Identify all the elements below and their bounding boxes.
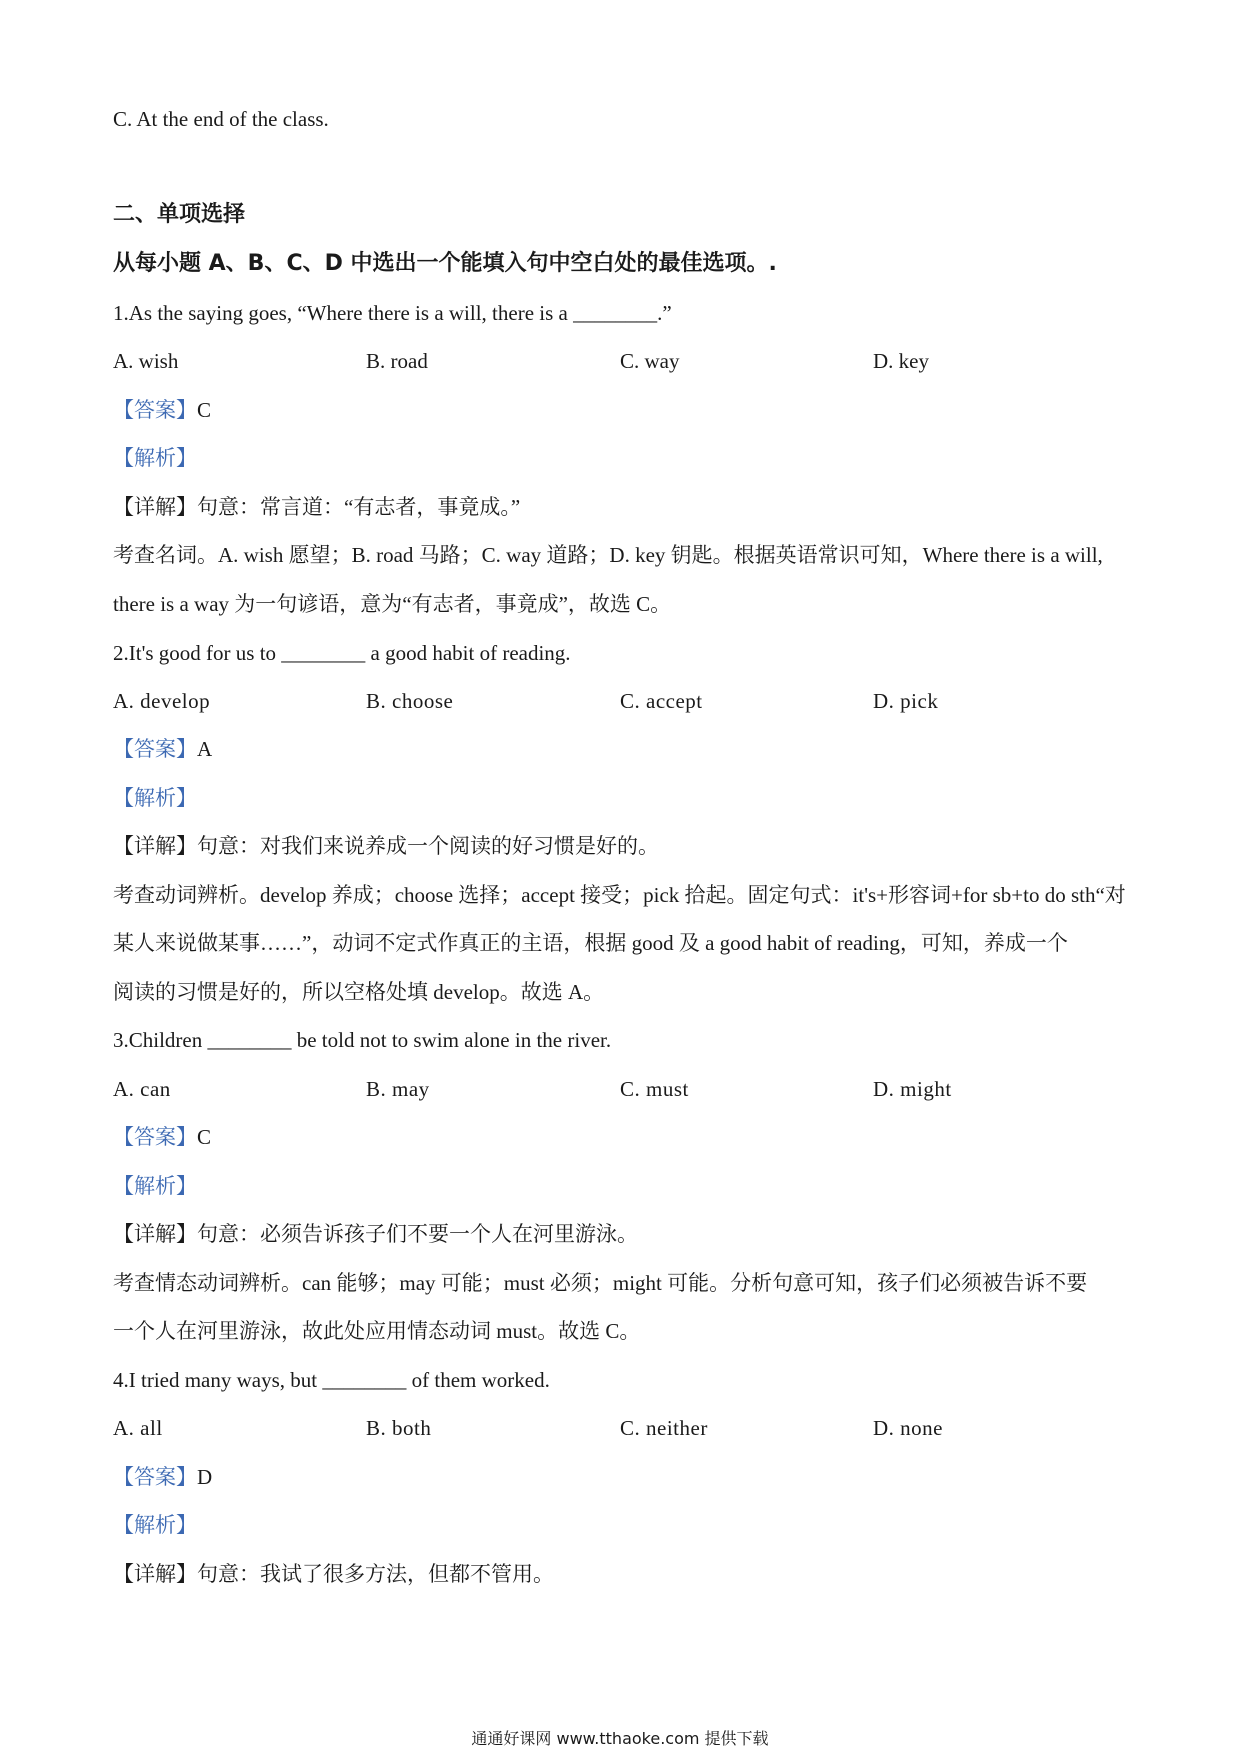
option-c: C. neither xyxy=(620,1416,708,1440)
answer-label: 【答案】 xyxy=(113,737,197,761)
explanation-line: 考查动词辨析。develop 养成；choose 选择；accept 接受；pick 拾起。固定句式：it's+形容词+for sb+to do sth“对 xyxy=(113,883,1126,907)
detail-line xyxy=(113,492,520,522)
answer-value: C xyxy=(197,398,212,422)
analysis-label: 【解析】 xyxy=(113,1513,197,1537)
explanation-line: 考查名词。A. wish 愿望；B. road 马路；C. way 道路；D. key 钥匙。根据英语常识可知，Where there is a will, xyxy=(113,543,1103,567)
analysis-line xyxy=(113,1510,197,1540)
detail-label: 【详解】 xyxy=(113,834,197,858)
question-4-options xyxy=(113,1413,1133,1443)
detail-label: 【详解】 xyxy=(113,1562,197,1586)
detail-line xyxy=(113,1559,554,1589)
answer-line xyxy=(113,395,211,425)
detail-text: 句意：必须告诉孩子们不要一个人在河里游泳。 xyxy=(197,1222,638,1246)
detail-text: 句意：对我们来说养成一个阅读的好习惯是好的。 xyxy=(197,834,659,858)
answer-label: 【答案】 xyxy=(113,1125,197,1149)
option-a: A. all xyxy=(113,1416,163,1440)
detail-label: 【详解】 xyxy=(113,1222,197,1246)
section-instruction: 从每小题 A、B、C、D 中选出一个能填入句中空白处的最佳选项。. xyxy=(113,251,777,276)
option-b: B. road xyxy=(366,349,428,373)
question-3-stem: 3.Children ________ be told not to swim alone in the river. xyxy=(113,1028,612,1052)
option-b: B. may xyxy=(366,1077,430,1101)
question-4-stem: 4.I tried many ways, but ________ of them worked. xyxy=(113,1368,550,1392)
detail-line xyxy=(113,1219,638,1249)
answer-line xyxy=(113,1122,211,1152)
option-d: D. none xyxy=(873,1416,943,1440)
answer-label: 【答案】 xyxy=(113,1465,197,1489)
explanation-line: 某人来说做某事……”，动词不定式作真正的主语，根据 good 及 a good habit of reading，可知，养成一个 xyxy=(113,931,1068,955)
option-a: A. can xyxy=(113,1077,171,1101)
detail-line xyxy=(113,831,659,861)
detail-text: 句意：常言道：“有志者，事竟成。” xyxy=(197,495,521,519)
analysis-line xyxy=(113,443,197,473)
analysis-line xyxy=(113,1171,197,1201)
option-c: C. must xyxy=(620,1077,689,1101)
option-d: D. might xyxy=(873,1077,952,1101)
option-c: C. way xyxy=(620,349,680,373)
question-1-stem: 1.As the saying goes, “Where there is a will, there is a ________.” xyxy=(113,301,672,325)
analysis-label: 【解析】 xyxy=(113,1174,197,1198)
section-title: 二、单项选择 xyxy=(113,202,246,227)
detail-label: 【详解】 xyxy=(113,495,197,519)
analysis-line xyxy=(113,783,197,813)
option-c: C. accept xyxy=(620,689,703,713)
question-3-options xyxy=(113,1074,1133,1104)
answer-value: A xyxy=(197,737,213,761)
answer-line xyxy=(113,734,212,764)
option-b: B. choose xyxy=(366,689,454,713)
question-2-stem: 2.It's good for us to ________ a good habit of reading. xyxy=(113,641,571,665)
option-d: D. key xyxy=(873,349,929,373)
option-b: B. both xyxy=(366,1416,432,1440)
explanation-line: 阅读的习惯是好的，所以空格处填 develop。故选 A。 xyxy=(113,980,605,1004)
answer-value: D xyxy=(197,1465,213,1489)
answer-label: 【答案】 xyxy=(113,398,197,422)
analysis-label: 【解析】 xyxy=(113,786,197,810)
explanation-line: 一个人在河里游泳，故此处应用情态动词 must。故选 C。 xyxy=(113,1319,641,1343)
answer-value: C xyxy=(197,1125,212,1149)
option-d: D. pick xyxy=(873,689,939,713)
answer-line xyxy=(113,1462,212,1492)
detail-text: 句意：我试了很多方法，但都不管用。 xyxy=(197,1562,554,1586)
previous-option: C. At the end of the class. xyxy=(113,107,329,131)
option-a: A. develop xyxy=(113,689,211,713)
page-footer: 通通好课网 www.tthaoke.com 提供下载 xyxy=(471,1729,769,1748)
explanation-line: 考查情态动词辨析。can 能够；may 可能；must 必须；might 可能。分析句意可知，孩子们必须被告诉不要 xyxy=(113,1271,1088,1295)
option-a: A. wish xyxy=(113,349,179,373)
explanation-line: there is a way 为一句谚语，意为“有志者，事竟成”，故选 C。 xyxy=(113,592,672,616)
analysis-label: 【解析】 xyxy=(113,446,197,470)
question-2-options xyxy=(113,686,1133,716)
question-1-options xyxy=(113,346,1133,376)
